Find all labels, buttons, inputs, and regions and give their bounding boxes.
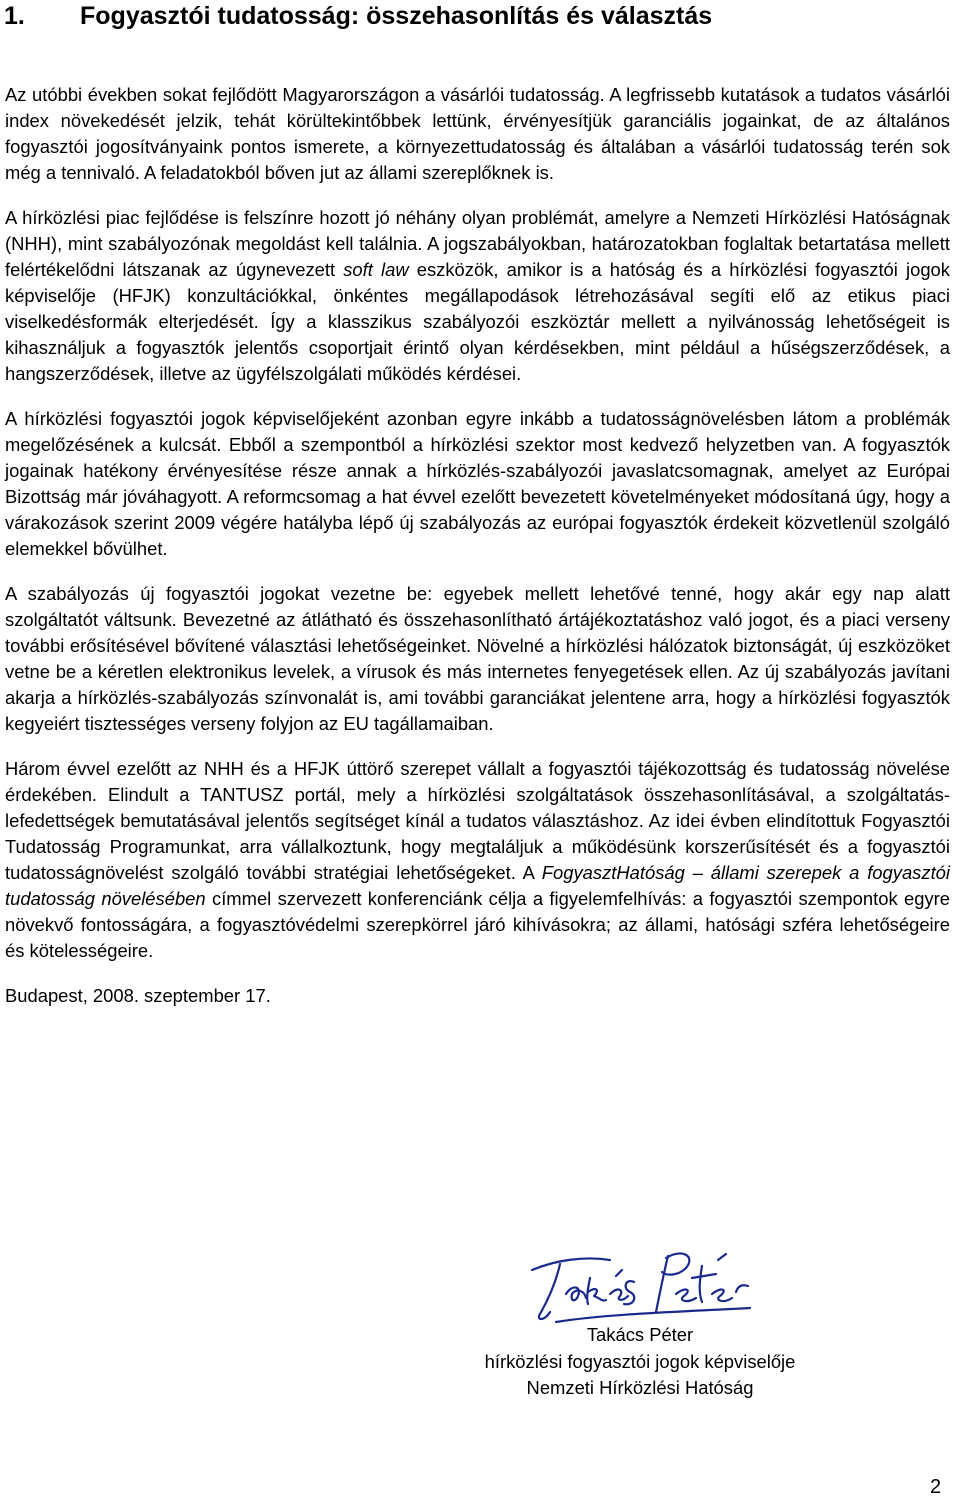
paragraph-2-text-b: eszközök, amikor is a hatóság és a hírközlési fogyasztói jogok képviselője (HFJK) konzultációkkal, önkéntes megállapodások létrehozásával segíti elő az etikus piaci viselkedésformák elterjedését. Így a klasszikus szabályozói eszköztár mellett a nyilvánosság lehetőségeit is kihasználjuk a fogyasztók jelentős csoportjait érintő olyan kérdésekben, mint például a hűségszerződések, a hangszerződések, illetve az ügyfélszolgálati működés kérdései. — [5, 259, 950, 384]
section-number: 1. — [4, 2, 25, 30]
paragraph-5 — [5, 756, 950, 964]
section-heading — [4, 0, 954, 32]
paragraph-1: Az utóbbi években sokat fejlődött Magyarországon a vásárlói tudatosság. A legfrissebb kutatások a tudatos vásárlói index növekedését jelzik, tehát körültekintőbbek lettünk, érvényesítjük garanciális jogainkat, de az általános fogyasztói jogosítványaink pontos ismerete, a környezettudatosság és általában a vásárlói tudatosság terén sok még a tennivaló. A feladatokból bőven jut az állami szereplőknek is. — [5, 84, 950, 183]
signature-block — [440, 1322, 840, 1402]
handwritten-signature — [526, 1242, 760, 1328]
letter-body — [5, 82, 950, 1009]
paragraph-2 — [5, 205, 950, 387]
signer-role: hírközlési fogyasztói jogok képviselője — [484, 1350, 796, 1372]
page-number: 2 — [930, 1476, 942, 1498]
letter-date: Budapest, 2008. szeptember 17. — [5, 985, 271, 1006]
paragraph-5-text-a: Három évvel ezelőtt az NHH és a HFJK úttörő szerepet vállalt a fogyasztói tájékozottság és tudatosság növelése érdekében. Elindult a TANTUSZ portál, mely a hírközlési szolgáltatások összehasonlításával, a szolgáltatás-lefedettségek bemutatásával jelentős segítséget kínál a tudatos választáshoz. Az idei évben elindítottuk Fogyasztói Tudatosság Programunkat, arra vállalkoztunk, hogy megtaláljuk a működésünk korszerűsítését és a fogyasztói tudatosságnövelést szolgáló további stratégiai lehetőségeket. A — [5, 758, 950, 883]
signer-name: Takács Péter — [586, 1324, 694, 1345]
paragraph-3: A hírközlési fogyasztói jogok képviselőjeként azonban egyre inkább a tudatosságnövelésben látom a problémák megelőzésének a kulcsát. Ebből a szempontból a hírközlési szektor most kedvező helyzetben van. A fogyasztók jogainak hatékony érvényesítése része annak a hírközlés-szabályozói javaslatcsomagnak, amelyet az Európai Bizottság már jóváhagyott. A reformcsomag a hat évvel ezelőtt bevezetett követelményeket módosítaná úgy, hogy a várakozások szerint 2009 végére hatályba lépő új szabályozás az európai fogyasztók érdekeit közvetlenül szolgáló elemekkel bővülhet. — [5, 408, 950, 559]
paragraph-5-text-b: címmel szervezett konferenciánk célja a figyelemfelhívás: a fogyasztói szempontok egyre növekvő fontosságára, a fogyasztóvédelmi szerepkörrel járó kihívásokra; az állami, hatósági szféra lehetőségeire és kötelességeire. — [5, 888, 950, 961]
paragraph-4: A szabályozás új fogyasztói jogokat vezetne be: egyebek mellett lehetővé tenné, hogy akár egy nap alatt szolgáltatót váltsunk. Bevezetné az átlátható és összehasonlítható ártájékoztatáshoz való jogot, és a piaci verseny további erősítésével bővítené választási lehetőségeinket. Növelné a hírközlési hálózatok biztonságát, új eszközöket vetne be a kéretlen elektronikus levelek, a vírusok és más internetes fenyegetések ellen. Az új szabályozás javítani akarja a hírközlés-szabályozás színvonalát is, ami további garanciákat jelentene arra, hogy a hírközlési fogyasztók kegyeiért tisztességes verseny folyjon az EU tagállamaiban. — [5, 583, 950, 734]
paragraph-2-italic: soft law — [343, 259, 409, 280]
section-title: Fogyasztói tudatosság: összehasonlítás és választás — [80, 2, 713, 30]
paragraph-2-text-a: A hírközlési piac fejlődése is felszínre hozott jó néhány olyan problémát, amelyre a Nemzeti Hírközlési Hatóságnak (NHH), mint szabályozónak megoldást kell találnia. A jogszabályokban, határozatokban foglaltak betartatása mellett felértékelődni látszanak az úgynevezett — [5, 207, 950, 280]
signer-organization: Nemzeti Hírközlési Hatóság — [526, 1377, 754, 1398]
paragraph-5-italic: FogyasztHatóság – állami szerepek a fogyasztói tudatosság növelésében — [5, 862, 950, 909]
